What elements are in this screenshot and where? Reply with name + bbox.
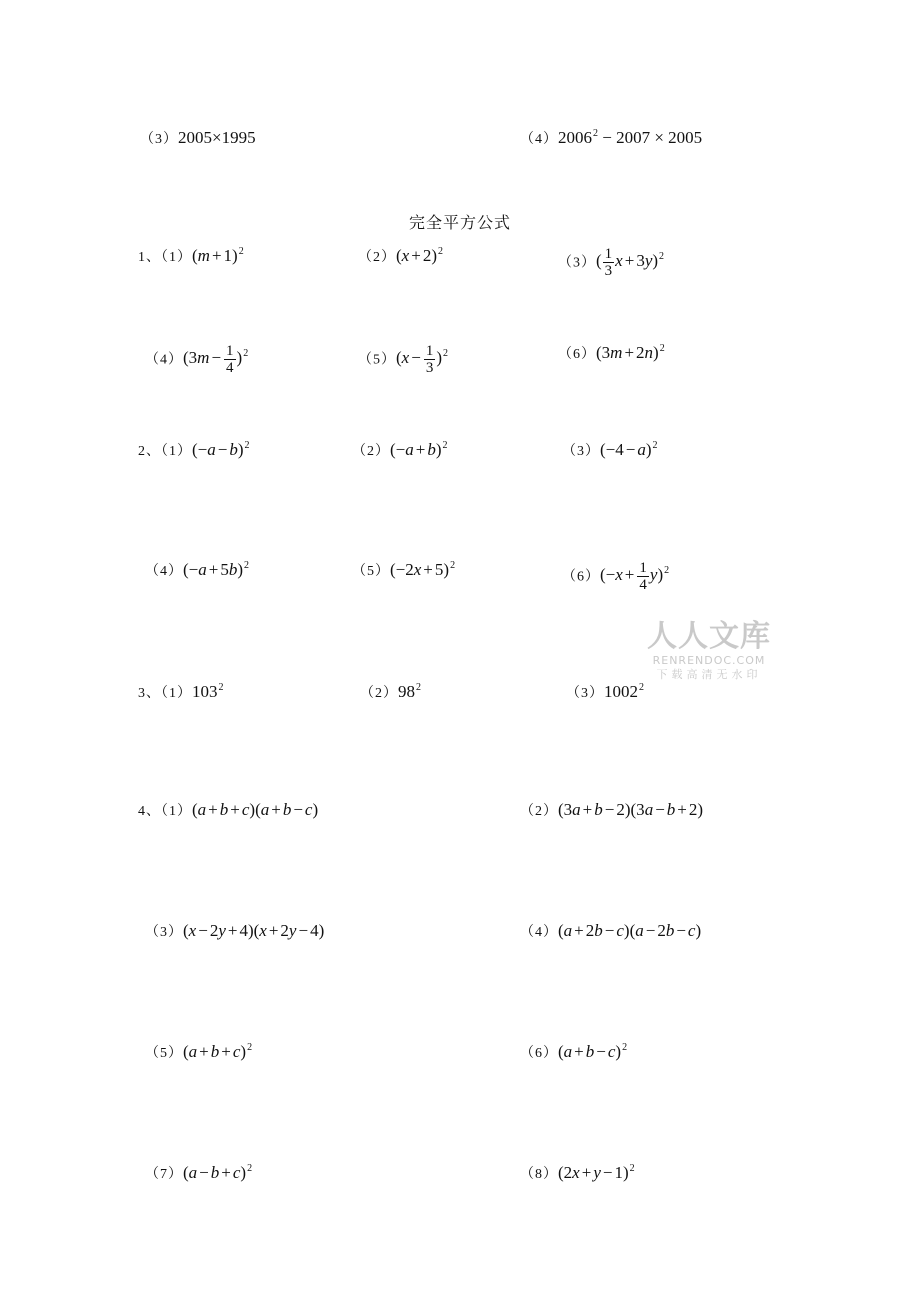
problem-1-2: $(2)(x + 2)^2$ bbox=[358, 246, 443, 265]
problem-3-1: 3、$(1)103^2$ bbox=[138, 682, 224, 701]
problem-4-8: $(8)(2x + y - 1)^2$ bbox=[520, 1163, 635, 1182]
problem-4-5: $(5)(a + b + c)^2$ bbox=[145, 1042, 253, 1061]
problem-4-7: $(7)(a - b + c)^2$ bbox=[145, 1163, 253, 1182]
problem-2-3: $(3)(-4 - a)^2$ bbox=[562, 440, 658, 459]
problem-2-1: 2、$(1)(-a - b)^2$ bbox=[138, 440, 250, 459]
section-title: 完全平方公式 bbox=[408, 213, 511, 232]
fraction: $\frac{1}{3}$ bbox=[425, 343, 434, 376]
problem-1-6: $(6)(3m + 2n)^2$ bbox=[558, 343, 665, 362]
watermark-logo: 人人文库 RENRENDOC.COM 下载高清无水印 bbox=[647, 619, 771, 681]
problem-4-1: 4、（1）(a + b + c)(a + b − c) bbox=[138, 800, 319, 819]
problem-3: （3）2005×1995 bbox=[140, 128, 256, 147]
problem-1-4: （4）(3m − $\frac{1}{4}$ )$^2$ bbox=[145, 343, 249, 376]
problem-4-4: （4）(a + 2b − c)(a − 2b − c) bbox=[520, 921, 702, 940]
fraction: $\frac{1}{3}$ bbox=[604, 246, 613, 279]
problem-2-5: $(5)(-2x + 5)^2$ bbox=[352, 560, 456, 579]
problem-2-6: （6）(−x + $\frac{1}{4}$ y)$^2$ bbox=[562, 560, 670, 593]
problem-4: （4）2006$^2$ − 2007 × 2005 bbox=[520, 128, 703, 147]
fraction: $\frac{1}{4}$ bbox=[639, 560, 647, 593]
problem-1-3: （3）( $\frac{1}{3}$ x + 3y)$^2$ bbox=[558, 246, 665, 279]
problem-3-3: （3）1002$^2$ bbox=[566, 682, 644, 701]
fraction: $\frac{1}{4}$ bbox=[226, 343, 234, 376]
problem-2-4: $(4)(-a + 5b)^2$ bbox=[145, 560, 250, 579]
problem-1-5: （5）(x − $\frac{1}{3}$ )$^2$ bbox=[358, 343, 448, 376]
problem-4-6: $(6)(a + b - c)^2$ bbox=[520, 1042, 628, 1061]
problem-4-2: （2）(3a + b − 2)(3a − b + 2) bbox=[520, 800, 704, 819]
expr-product: 2005×1995 bbox=[178, 128, 256, 147]
problem-2-2: $(2)(-a + b)^2$ bbox=[352, 440, 448, 459]
problem-4-3: （3）(x − 2y + 4)(x + 2y − 4) bbox=[145, 921, 325, 940]
problem-1-1: 1、$(1)(m + 1)^2$ bbox=[138, 246, 244, 265]
problem-3-2: $(2)98^2$ bbox=[360, 682, 421, 701]
